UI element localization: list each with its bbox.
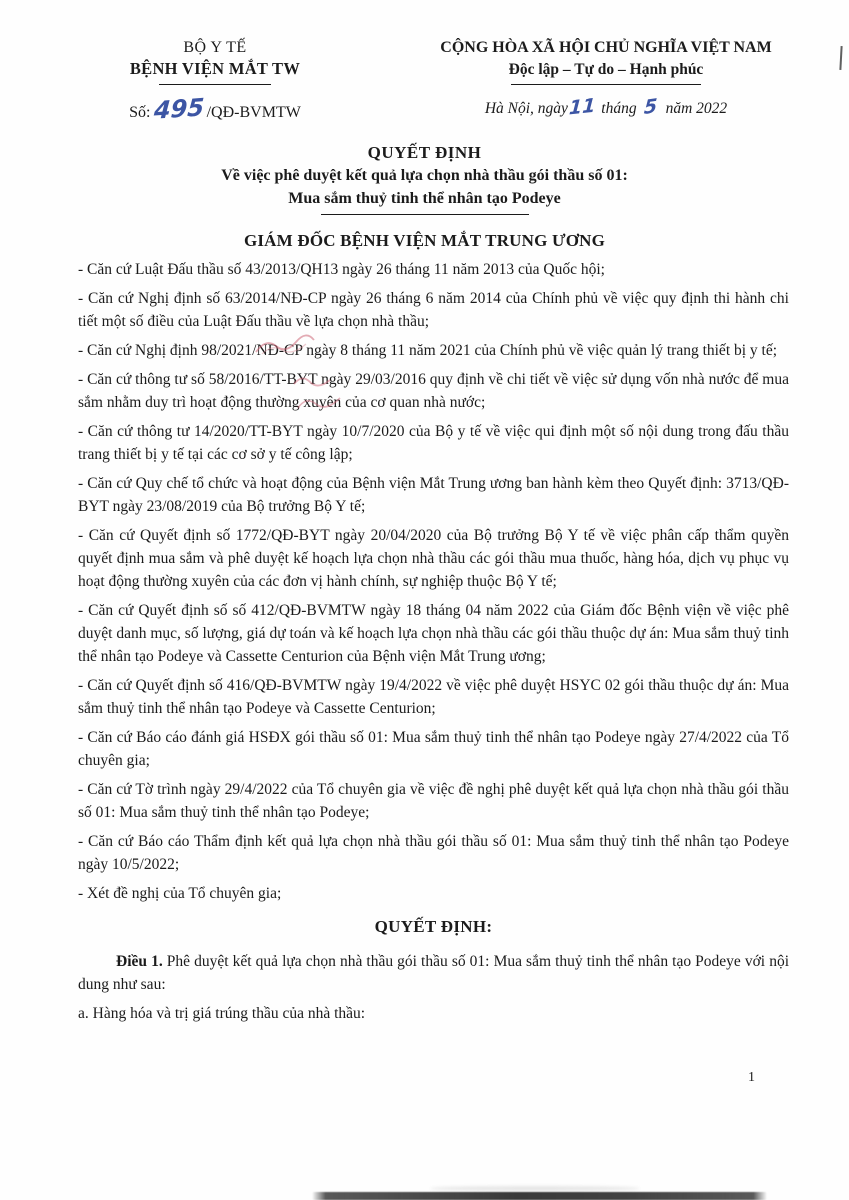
doc-number-suffix: /QĐ-BVMTW <box>206 103 301 121</box>
article-1-text: Phê duyệt kết quả lựa chọn nhà thầu gói thầu số 01: Mua sắm thuỷ tinh thể nhân tạo Podeye với nội dung như sau: <box>78 953 789 993</box>
date-middle: tháng <box>601 99 637 117</box>
document-body <box>78 258 789 1031</box>
title-rule <box>321 214 529 215</box>
issuing-agency-block <box>80 38 350 124</box>
document-number-line <box>80 94 350 125</box>
date-line <box>438 95 774 120</box>
preamble-paragraph: - Căn cứ Quyết định số 1772/QĐ-BYT ngày 20/04/2020 của Bộ trưởng Bộ Y tế về việc phân cấp thẩm quyền quyết định mua sắm và phê duyệt kế hoạch lựa chọn nhà thầu các gói thầu mua thuốc, hàng hóa, dịch vụ phục vụ hoạt động thường xuyên của các đơn vị hành chính, sự nghiệp thuộc Bộ Y tế; <box>78 527 789 590</box>
article-1-paragraph <box>78 950 789 996</box>
preamble-paragraph: - Căn cứ Báo cáo đánh giá HSĐX gói thầu số 01: Mua sắm thuỷ tinh thể nhân tạo Podeye ngày 27/4/2022 của Tổ chuyên gia; <box>78 729 789 769</box>
preamble-paragraph: - Căn cứ Nghị định 98/2021/NĐ-CP ngày 8 tháng 11 năm 2021 của Chính phủ về việc quản lý trang thiết bị y tế; <box>78 342 778 359</box>
national-motto-line2: Độc lập – Tự do – Hạnh phúc <box>508 60 704 78</box>
preamble-paragraph: - Căn cứ Quyết định số 416/QĐ-BVMTW ngày 19/4/2022 về việc phê duyệt HSYC 02 gói thầu thuộc dự án: Mua sắm thuỷ tinh thể nhân tạo Podeye và Cassette Centurion; <box>78 677 789 717</box>
handwritten-month: 5 <box>643 94 659 120</box>
scan-bottom-bar-artifact <box>312 1192 767 1200</box>
preamble-paragraph: - Xét đề nghị của Tổ chuyên gia; <box>78 885 282 902</box>
handwritten-day: 11 <box>568 94 597 120</box>
decision-title: QUYẾT ĐỊNH <box>367 143 482 162</box>
preamble-paragraph: - Căn cứ Nghị định số 63/2014/NĐ-CP ngày 26 tháng 6 năm 2014 của Chính phủ về việc quy định thi hành chi tiết một số điều của Luật Đấu thầu về lựa chọn nhà thầu; <box>78 290 789 330</box>
preamble-paragraph: - Căn cứ Báo cáo Thẩm định kết quả lựa chọn nhà thầu gói thầu số 01: Mua sắm thuỷ tinh thể nhân tạo Podeye ngày 10/5/2022; <box>78 833 789 873</box>
decision-operative-heading: QUYẾT ĐỊNH: <box>374 917 493 936</box>
national-motto-line1: CỘNG HÒA XÃ HỘI CHỦ NGHĨA VIỆT NAM <box>440 39 772 56</box>
decision-subject-line1: Về việc phê duyệt kết quả lựa chọn nhà thầu gói thầu số 01: <box>221 167 628 185</box>
article-1-label: Điều 1. <box>116 953 163 970</box>
preamble-paragraph: - Căn cứ Tờ trình ngày 29/4/2022 của Tổ chuyên gia về việc đề nghị phê duyệt kết quả lựa chọn nhà thầu gói thầu số 01: Mua sắm thuỷ tinh thể nhân tạo Podeye; <box>78 781 789 821</box>
scan-smudge-artifact <box>430 1186 640 1191</box>
header-right-rule <box>511 84 701 85</box>
authority-heading: GIÁM ĐỐC BỆNH VIỆN MẮT TRUNG ƯƠNG <box>243 230 606 250</box>
preamble-paragraph: - Căn cứ thông tư 14/2020/TT-BYT ngày 10/7/2020 của Bộ y tế về việc qui định một số nội dung trong đấu thầu trang thiết bị y tế tại các cơ sở y tế công lập; <box>78 423 789 463</box>
preamble-paragraph: - Căn cứ thông tư số 58/2016/TT-BYT ngày 29/03/2016 quy định về chi tiết về việc sử dụng vốn nhà nước để mua sắm nhằm duy trì hoạt động thường xuyên của cơ quan nhà nước; <box>78 371 789 411</box>
preamble-paragraph: - Căn cứ Luật Đấu thầu số 43/2013/QH13 ngày 26 tháng 11 năm 2013 của Quốc hội; <box>78 261 605 278</box>
scan-edge-artifact <box>839 46 842 70</box>
item-a-paragraph: a. Hàng hóa và trị giá trúng thầu của nhà thầu: <box>78 1005 366 1022</box>
decision-subject-line2: Mua sắm thuỷ tinh thể nhân tạo Podeye <box>288 189 561 207</box>
organization-name: BỆNH VIỆN MẮT TW <box>129 59 301 79</box>
national-motto-block <box>438 38 774 120</box>
header-left-rule <box>159 84 271 85</box>
preamble-paragraph: - Căn cứ Quy chế tổ chức và hoạt động của Bệnh viện Mắt Trung ương ban hành kèm theo Quyết định: 3713/QĐ-BYT ngày 23/08/2019 của Bộ trưởng Bộ Y tế; <box>78 475 789 515</box>
ministry-name: BỘ Y TẾ <box>183 39 247 56</box>
doc-number-prefix: Số: <box>129 103 151 121</box>
page-number: 1 <box>748 1070 755 1085</box>
handwritten-doc-number: 495 <box>152 92 205 125</box>
title-block <box>0 141 849 253</box>
preamble-paragraph: - Căn cứ Quyết định số số 412/QĐ-BVMTW ngày 18 tháng 04 năm 2022 của Giám đốc Bệnh viện về việc phê duyệt danh mục, số lượng, giá dự toán và kế hoạch lựa chọn nhà thầu các gói thầu thuộc dự án: Mua sắm thuỷ tinh thể nhân tạo Podeye và Cassette Centurion của Bệnh viện Mắt Trung ương; <box>78 602 789 665</box>
date-prefix: Hà Nội, ngày <box>484 99 568 117</box>
date-suffix: năm 2022 <box>665 99 728 117</box>
